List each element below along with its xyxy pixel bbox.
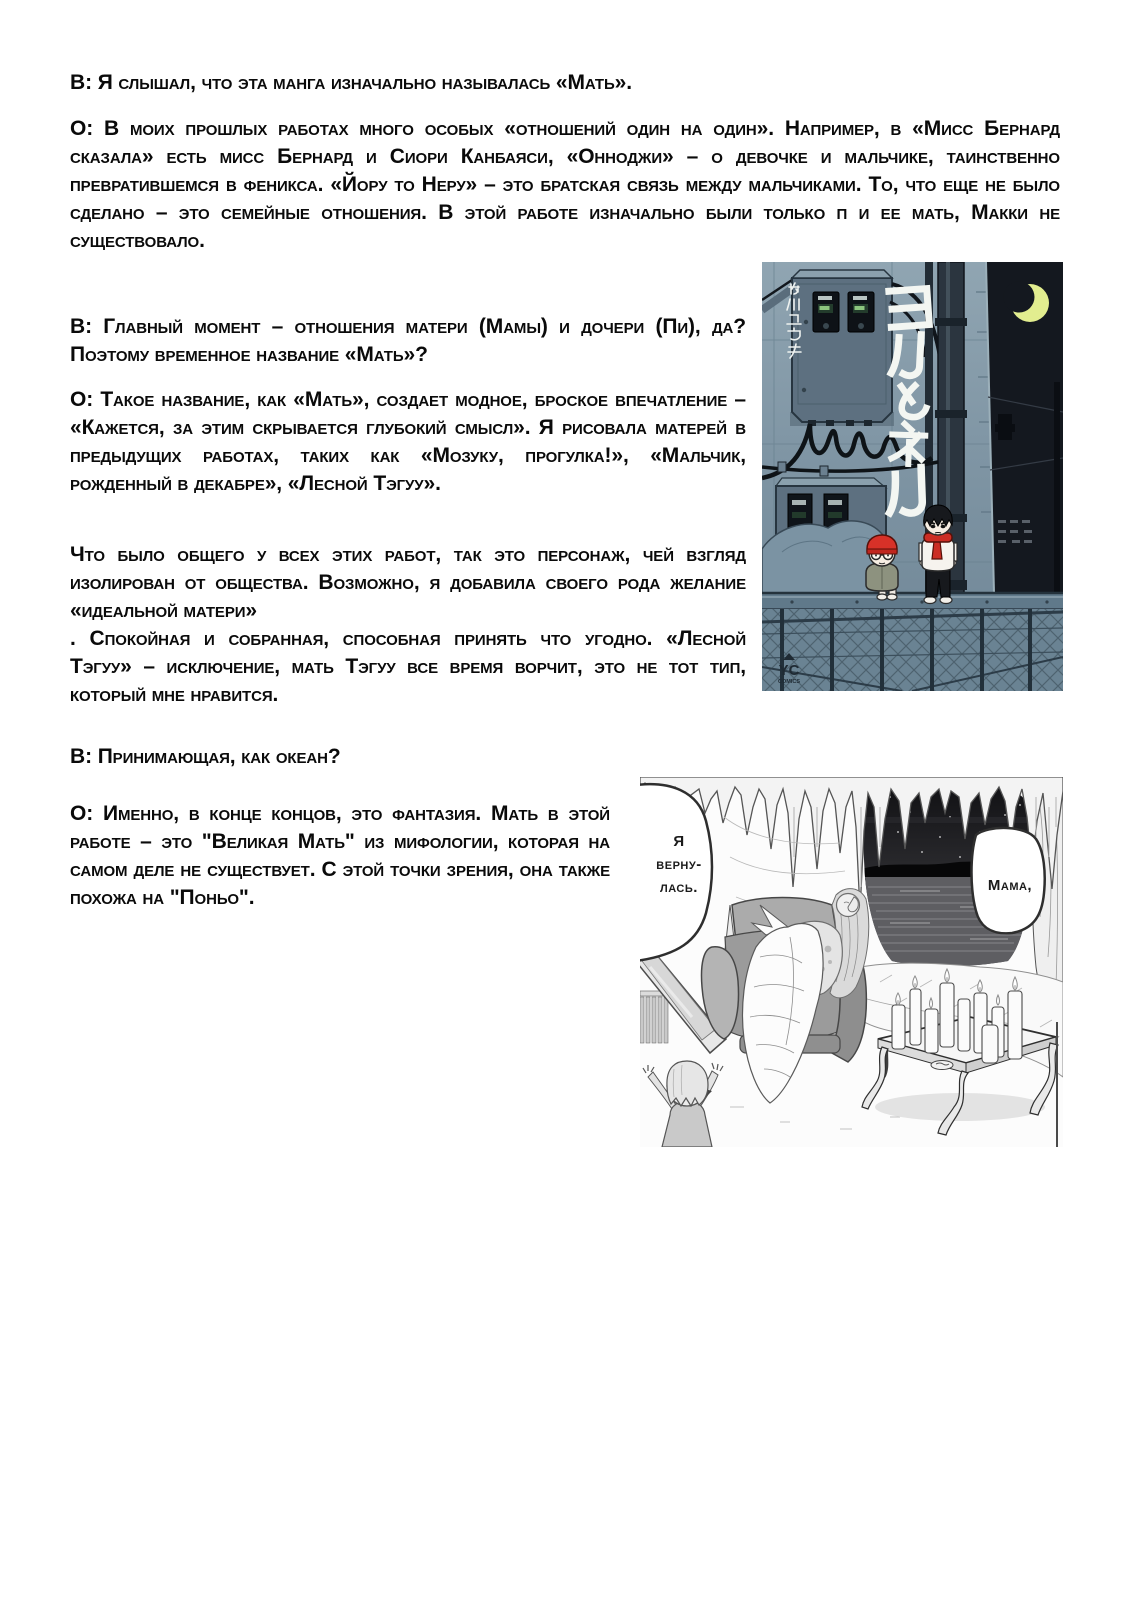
speech-bubble-right-text: Мама,	[987, 877, 1033, 894]
red-scarf-tail	[932, 541, 942, 559]
character-sitting-kid	[866, 535, 898, 600]
bubble-left-line-1: Я	[673, 833, 685, 850]
question-2: В: Главный момент – отношения матери (Мамы) и дочери (Пи), да? Поэтому временное название «Мать»?	[70, 315, 746, 366]
electrical-meter-box-upper	[790, 270, 894, 426]
electric-meter	[813, 292, 839, 332]
answer-2b-part1: Что было общего у всех этих работ, так это персонаж, чей взгляд изолирован от общества. Возможно, я добавила своего рода желание «идеальной матери»	[70, 543, 746, 622]
bubble-left-line-2: верну-	[656, 856, 702, 873]
dish	[931, 1061, 953, 1070]
chain-link-fence	[762, 609, 1063, 691]
answer-2-continued	[70, 541, 746, 709]
answer-2b-part2: . Спокойная и собранная, способная принять что угодно. «Лесной Тэгуу» – исключение, мать Тэгуу все время ворчит, это не тот тип, который мне нравится.	[70, 627, 746, 706]
answer-1: О: В моих прошлых работах много особых «отношений один на один». Например, в «Мисс Бернард сказала» есть мисс Бернард и Сиори Канбаяси, «Онноджи» – о девочке и мальчике, таинственно превратившемся в феникса. «Йору то Неру» – это братская связь между мальчиками. То, что еще не было сделано – это семейные отношения. В этой работе изначально были только π и ее мать, Макки не существовало.	[70, 117, 1060, 252]
publisher-logo-subtext: COMICS	[778, 679, 800, 685]
answer-3: О: Именно, в конце концов, это фантазия. Мать в этой работе – это "Великая Мать" из мифологии, которая на самом деле не существует. С этой точки зрения, она также похожа на "Поньо".	[70, 802, 610, 909]
electric-meter	[848, 292, 874, 332]
manga-panel-image	[640, 777, 1063, 1147]
radiator-shelf	[640, 991, 668, 1043]
cover-illustration	[762, 262, 1063, 691]
question-3: В: Принимающая, как океан?	[70, 745, 341, 768]
ledge	[762, 593, 1063, 609]
speech-bubble-left-text	[646, 830, 712, 899]
question-1: В: Я слышал, что эта манга изначально называлась «Мать».	[70, 71, 632, 94]
answer-2: О: Такое название, как «Мать», создает модное, броское впечатление – «Кажется, за этим скрывается глубокий смысл». Я рисовала матерей в предыдущих работах, таких как «Мозуку, прогулка!», «Мальчик, рожденный в декабре», «Лесной Тэгуу».	[70, 388, 746, 495]
bubble-left-line-3: лась.	[660, 879, 698, 896]
cover-image-yoru-to-neru	[762, 262, 1063, 691]
publisher-logo-text: YC	[778, 662, 800, 679]
